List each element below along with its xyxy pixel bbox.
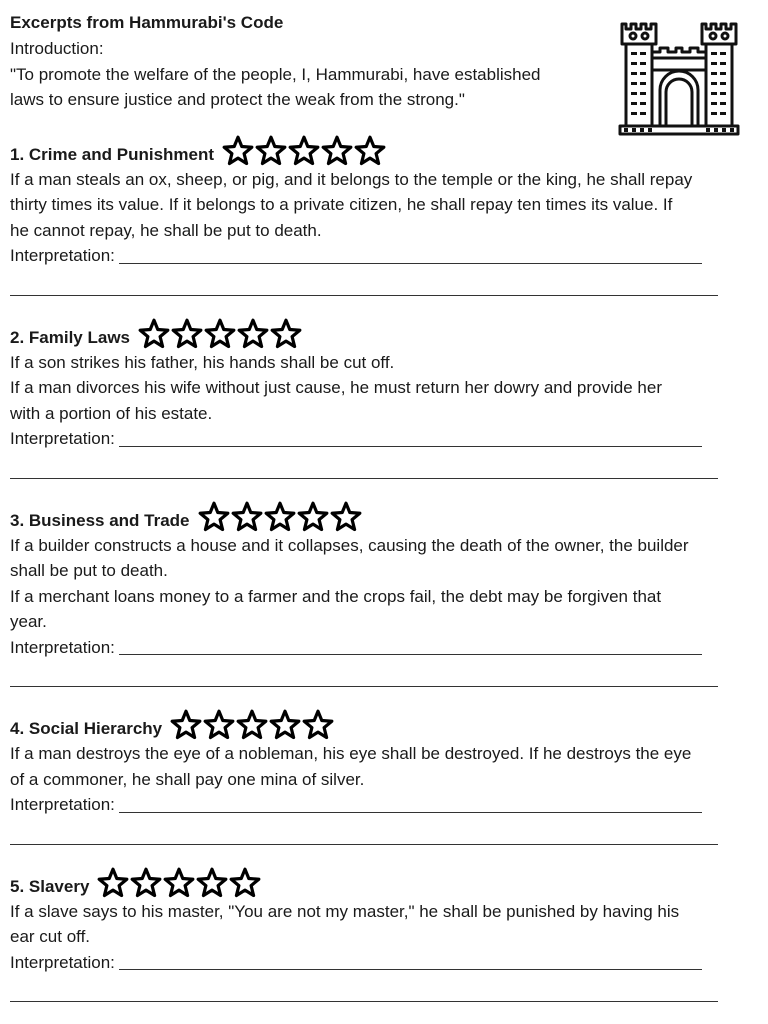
interpretation-field-continued[interactable] [10, 668, 718, 687]
law-text-line: If a man destroys the eye of a nobleman, his eye shall be destroyed. If he destroys the eye [10, 744, 692, 763]
section-heading: 5. Slavery [10, 876, 90, 896]
section-header [10, 135, 758, 167]
interpretation-field-continued[interactable] [10, 983, 718, 1002]
section-heading: 3. Business and Trade [10, 510, 190, 530]
section-header [10, 867, 758, 899]
section-heading: 1. Crime and Punishment [10, 144, 215, 164]
interpretation-field-continued[interactable] [10, 460, 718, 479]
law-section [10, 709, 758, 845]
law-text-line: If a man steals an ox, sheep, or pig, and it belongs to the temple or the king, he shall repay [10, 169, 693, 189]
section-heading: 2. Family Laws [10, 327, 130, 347]
star-rating [170, 709, 334, 741]
law-text-line: with a portion of his estate. [10, 403, 213, 423]
section-header [10, 709, 758, 741]
star-icon[interactable] [231, 501, 263, 533]
star-icon[interactable] [163, 867, 195, 899]
star-icon[interactable] [171, 318, 203, 350]
law-section [10, 318, 758, 479]
star-icon[interactable] [354, 135, 386, 167]
section-heading: 4. Social Hierarchy [10, 719, 163, 738]
law-text-line: If a merchant loans money to a farmer and the crops fail, the debt may be forgiven that [10, 586, 662, 606]
interpretation-row [10, 243, 758, 269]
intro-quote-line: laws to ensure justice and protect the weak from the strong." [10, 90, 465, 109]
star-icon[interactable] [264, 501, 296, 533]
intro-quote [10, 62, 610, 113]
page-title: Excerpts from Hammurabi's Code [10, 13, 284, 32]
law-text-line: ear cut off. [10, 927, 91, 946]
star-icon[interactable] [236, 709, 268, 741]
interpretation-field[interactable] [119, 428, 702, 447]
law-text-line: he cannot repay, he shall be put to death. [10, 220, 322, 240]
star-icon[interactable] [288, 135, 320, 167]
star-icon[interactable] [270, 318, 302, 350]
interpretation-label: Interpretation: [10, 429, 115, 448]
star-icon[interactable] [269, 709, 301, 741]
star-rating [222, 135, 386, 167]
law-section [10, 135, 758, 296]
interpretation-field[interactable] [119, 794, 702, 813]
interpretation-row [10, 792, 758, 818]
section-header [10, 318, 758, 350]
star-icon[interactable] [302, 709, 334, 741]
star-icon[interactable] [229, 867, 261, 899]
interpretation-label: Interpretation: [10, 637, 115, 657]
law-text-line: shall be put to death. [10, 561, 168, 580]
law-text-line: year. [10, 612, 47, 631]
star-icon[interactable] [204, 318, 236, 350]
interpretation-row [10, 635, 758, 661]
star-rating [138, 318, 302, 350]
interpretation-label: Interpretation: [10, 246, 115, 265]
star-icon[interactable] [255, 135, 287, 167]
interpretation-row [10, 426, 758, 452]
star-icon[interactable] [196, 867, 228, 899]
law-text-line: If a slave says to his master, "You are not my master," he shall be punished by having his [10, 901, 680, 921]
star-icon[interactable] [130, 867, 162, 899]
star-icon[interactable] [297, 501, 329, 533]
star-icon[interactable] [203, 709, 235, 741]
law-text-line: If a man divorces his wife without just cause, he must return her dowry and provide her [10, 378, 662, 397]
interpretation-label: Interpretation: [10, 795, 115, 814]
star-icon[interactable] [222, 135, 254, 167]
star-rating [97, 867, 261, 899]
star-icon[interactable] [321, 135, 353, 167]
law-section [10, 501, 758, 688]
law-text-line: thirty times its value. If it belongs to a private citizen, he shall repay ten times its value. If [10, 195, 673, 214]
interpretation-field[interactable] [119, 636, 702, 655]
castle-gate-icon [618, 18, 740, 138]
law-text-line: If a builder constructs a house and it collapses, causing the death of the owner, the builder [10, 535, 689, 555]
star-icon[interactable] [237, 318, 269, 350]
star-rating [198, 501, 362, 533]
interpretation-field[interactable] [119, 245, 702, 264]
star-icon[interactable] [198, 501, 230, 533]
law-text-line: of a commoner, he shall pay one mina of silver. [10, 769, 365, 789]
law-text-line: If a son strikes his father, his hands shall be cut off. [10, 352, 395, 372]
star-icon[interactable] [170, 709, 202, 741]
intro-quote-line: "To promote the welfare of the people, I, Hammurabi, have established [10, 64, 541, 84]
law-section [10, 867, 758, 1003]
interpretation-field-continued[interactable] [10, 277, 718, 296]
interpretation-row [10, 950, 758, 976]
law-sections [10, 135, 758, 1003]
interpretation-field-continued[interactable] [10, 826, 718, 845]
star-icon[interactable] [97, 867, 129, 899]
worksheet [10, 10, 758, 1007]
section-header [10, 501, 758, 533]
star-icon[interactable] [330, 501, 362, 533]
interpretation-label: Interpretation: [10, 952, 115, 972]
interpretation-field[interactable] [119, 951, 702, 970]
intro-label: Introduction: [10, 39, 104, 58]
star-icon[interactable] [138, 318, 170, 350]
